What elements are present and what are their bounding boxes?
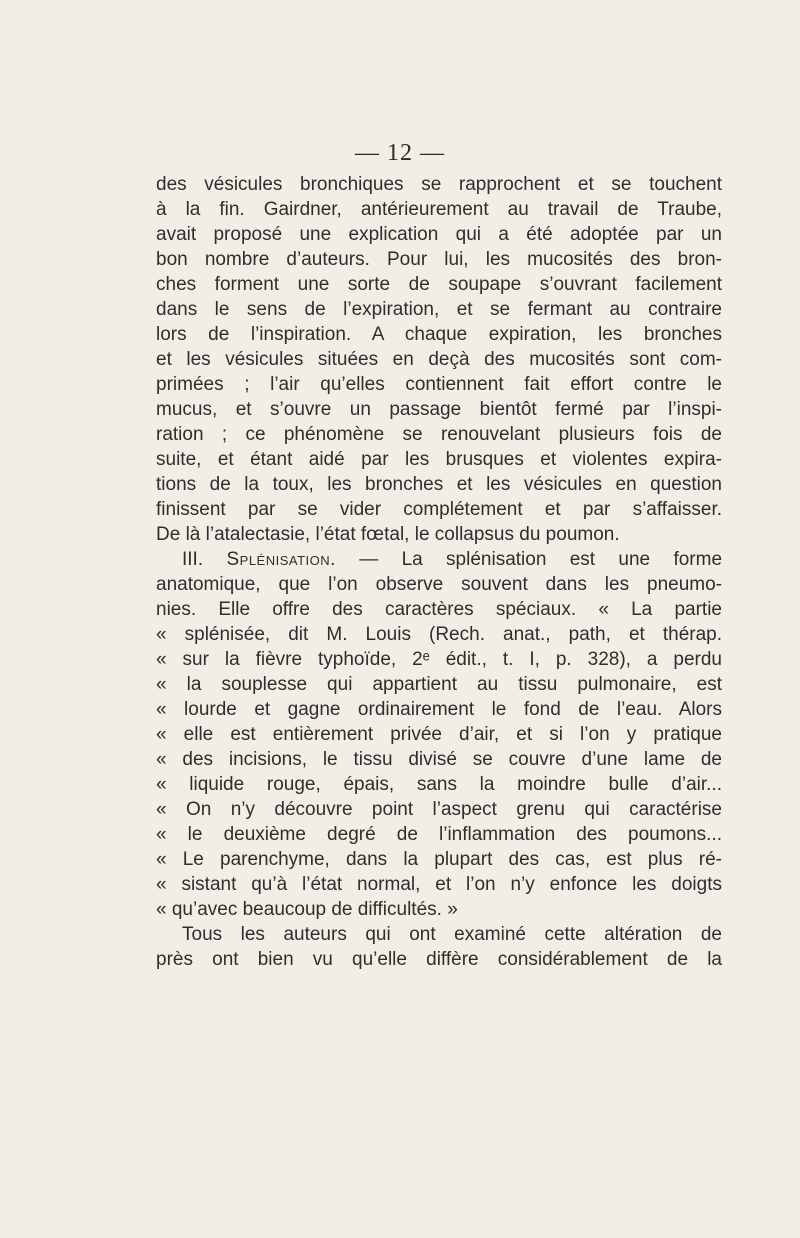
- quote-line: « sistant qu’à l’état normal, et l’on n’y enfonce les doigts: [156, 874, 722, 895]
- text-line: ration ; ce phénomène se renouvelant plusieurs fois de: [156, 424, 722, 445]
- quote-line: « des incisions, le tissu divisé se couvre d’une lame de: [156, 749, 722, 770]
- body-text: [156, 172, 722, 972]
- quote-line: « splénisée, dit M. Louis (Rech. anat., path, et thérap.: [156, 624, 722, 645]
- section-numeral: III.: [182, 549, 204, 570]
- quote-line: « qu’avec beaucoup de difficultés. »: [156, 899, 458, 920]
- text-line: anatomique, que l’on observe souvent dans les pneumo-: [156, 574, 722, 595]
- text-line: mucus, et s’ouvre un passage bientôt fermé par l’inspi-: [156, 399, 722, 420]
- quote-line: « Le parenchyme, dans la plupart des cas, est plus ré-: [156, 849, 722, 870]
- text-line: à la fin. Gairdner, antérieurement au travail de Traube,: [156, 199, 722, 220]
- text-line: finissent par se vider complétement et par s’affaisser.: [156, 499, 722, 520]
- quote-line: « sur la fièvre typhoïde, 2ᵉ édit., t. I, p. 328), a perdu: [156, 649, 722, 670]
- text-line: tions de la toux, les bronches et les vésicules en question: [156, 474, 722, 495]
- text-line: près ont bien vu qu’elle diffère considérablement de la: [156, 949, 722, 970]
- text-line: et les vésicules situées en deçà des mucosités sont com-: [156, 349, 722, 370]
- quote-line: « liquide rouge, épais, sans la moindre bulle d’air...: [156, 774, 722, 795]
- text-line: ches forment une sorte de soupape s’ouvrant facilement: [156, 274, 722, 295]
- section-heading-line: [156, 547, 722, 572]
- text-line: Tous les auteurs qui ont examiné cette altération de: [182, 924, 722, 945]
- text-line: dans le sens de l’expiration, et se fermant au contraire: [156, 299, 722, 320]
- text-line: avait proposé une explication qui a été adoptée par un: [156, 224, 722, 245]
- text-line: bon nombre d’auteurs. Pour lui, les mucosités des bron-: [156, 249, 722, 270]
- text-line: primées ; l’air qu’elles contiennent fait effort contre le: [156, 374, 722, 395]
- text-line: suite, et étant aidé par les brusques et violentes expira-: [156, 449, 722, 470]
- text-line: des vésicules bronchiques se rapprochent et se touchent: [156, 174, 722, 195]
- page-number: — 12 —: [355, 140, 445, 166]
- quote-line: « le deuxième degré de l’inflammation des poumons...: [156, 824, 722, 845]
- quote-line: « la souplesse qui appartient au tissu pulmonaire, est: [156, 674, 722, 695]
- text-line: De là l’atalectasie, l’état fœtal, le collapsus du poumon.: [156, 524, 620, 545]
- section-heading-rest: — La splénisation est une forme: [359, 549, 723, 570]
- quote-line: « elle est entièrement privée d’air, et si l’on y pratique: [156, 724, 722, 745]
- quote-line: « lourde et gagne ordinairement le fond de l’eau. Alors: [156, 699, 722, 720]
- section-title: Splénisation.: [226, 549, 336, 570]
- quote-line: « On n’y découvre point l’aspect grenu qui caractérise: [156, 799, 722, 820]
- text-line: lors de l’inspiration. A chaque expiration, les bronches: [156, 324, 722, 345]
- text-line: nies. Elle offre des caractères spéciaux. « La partie: [156, 599, 722, 620]
